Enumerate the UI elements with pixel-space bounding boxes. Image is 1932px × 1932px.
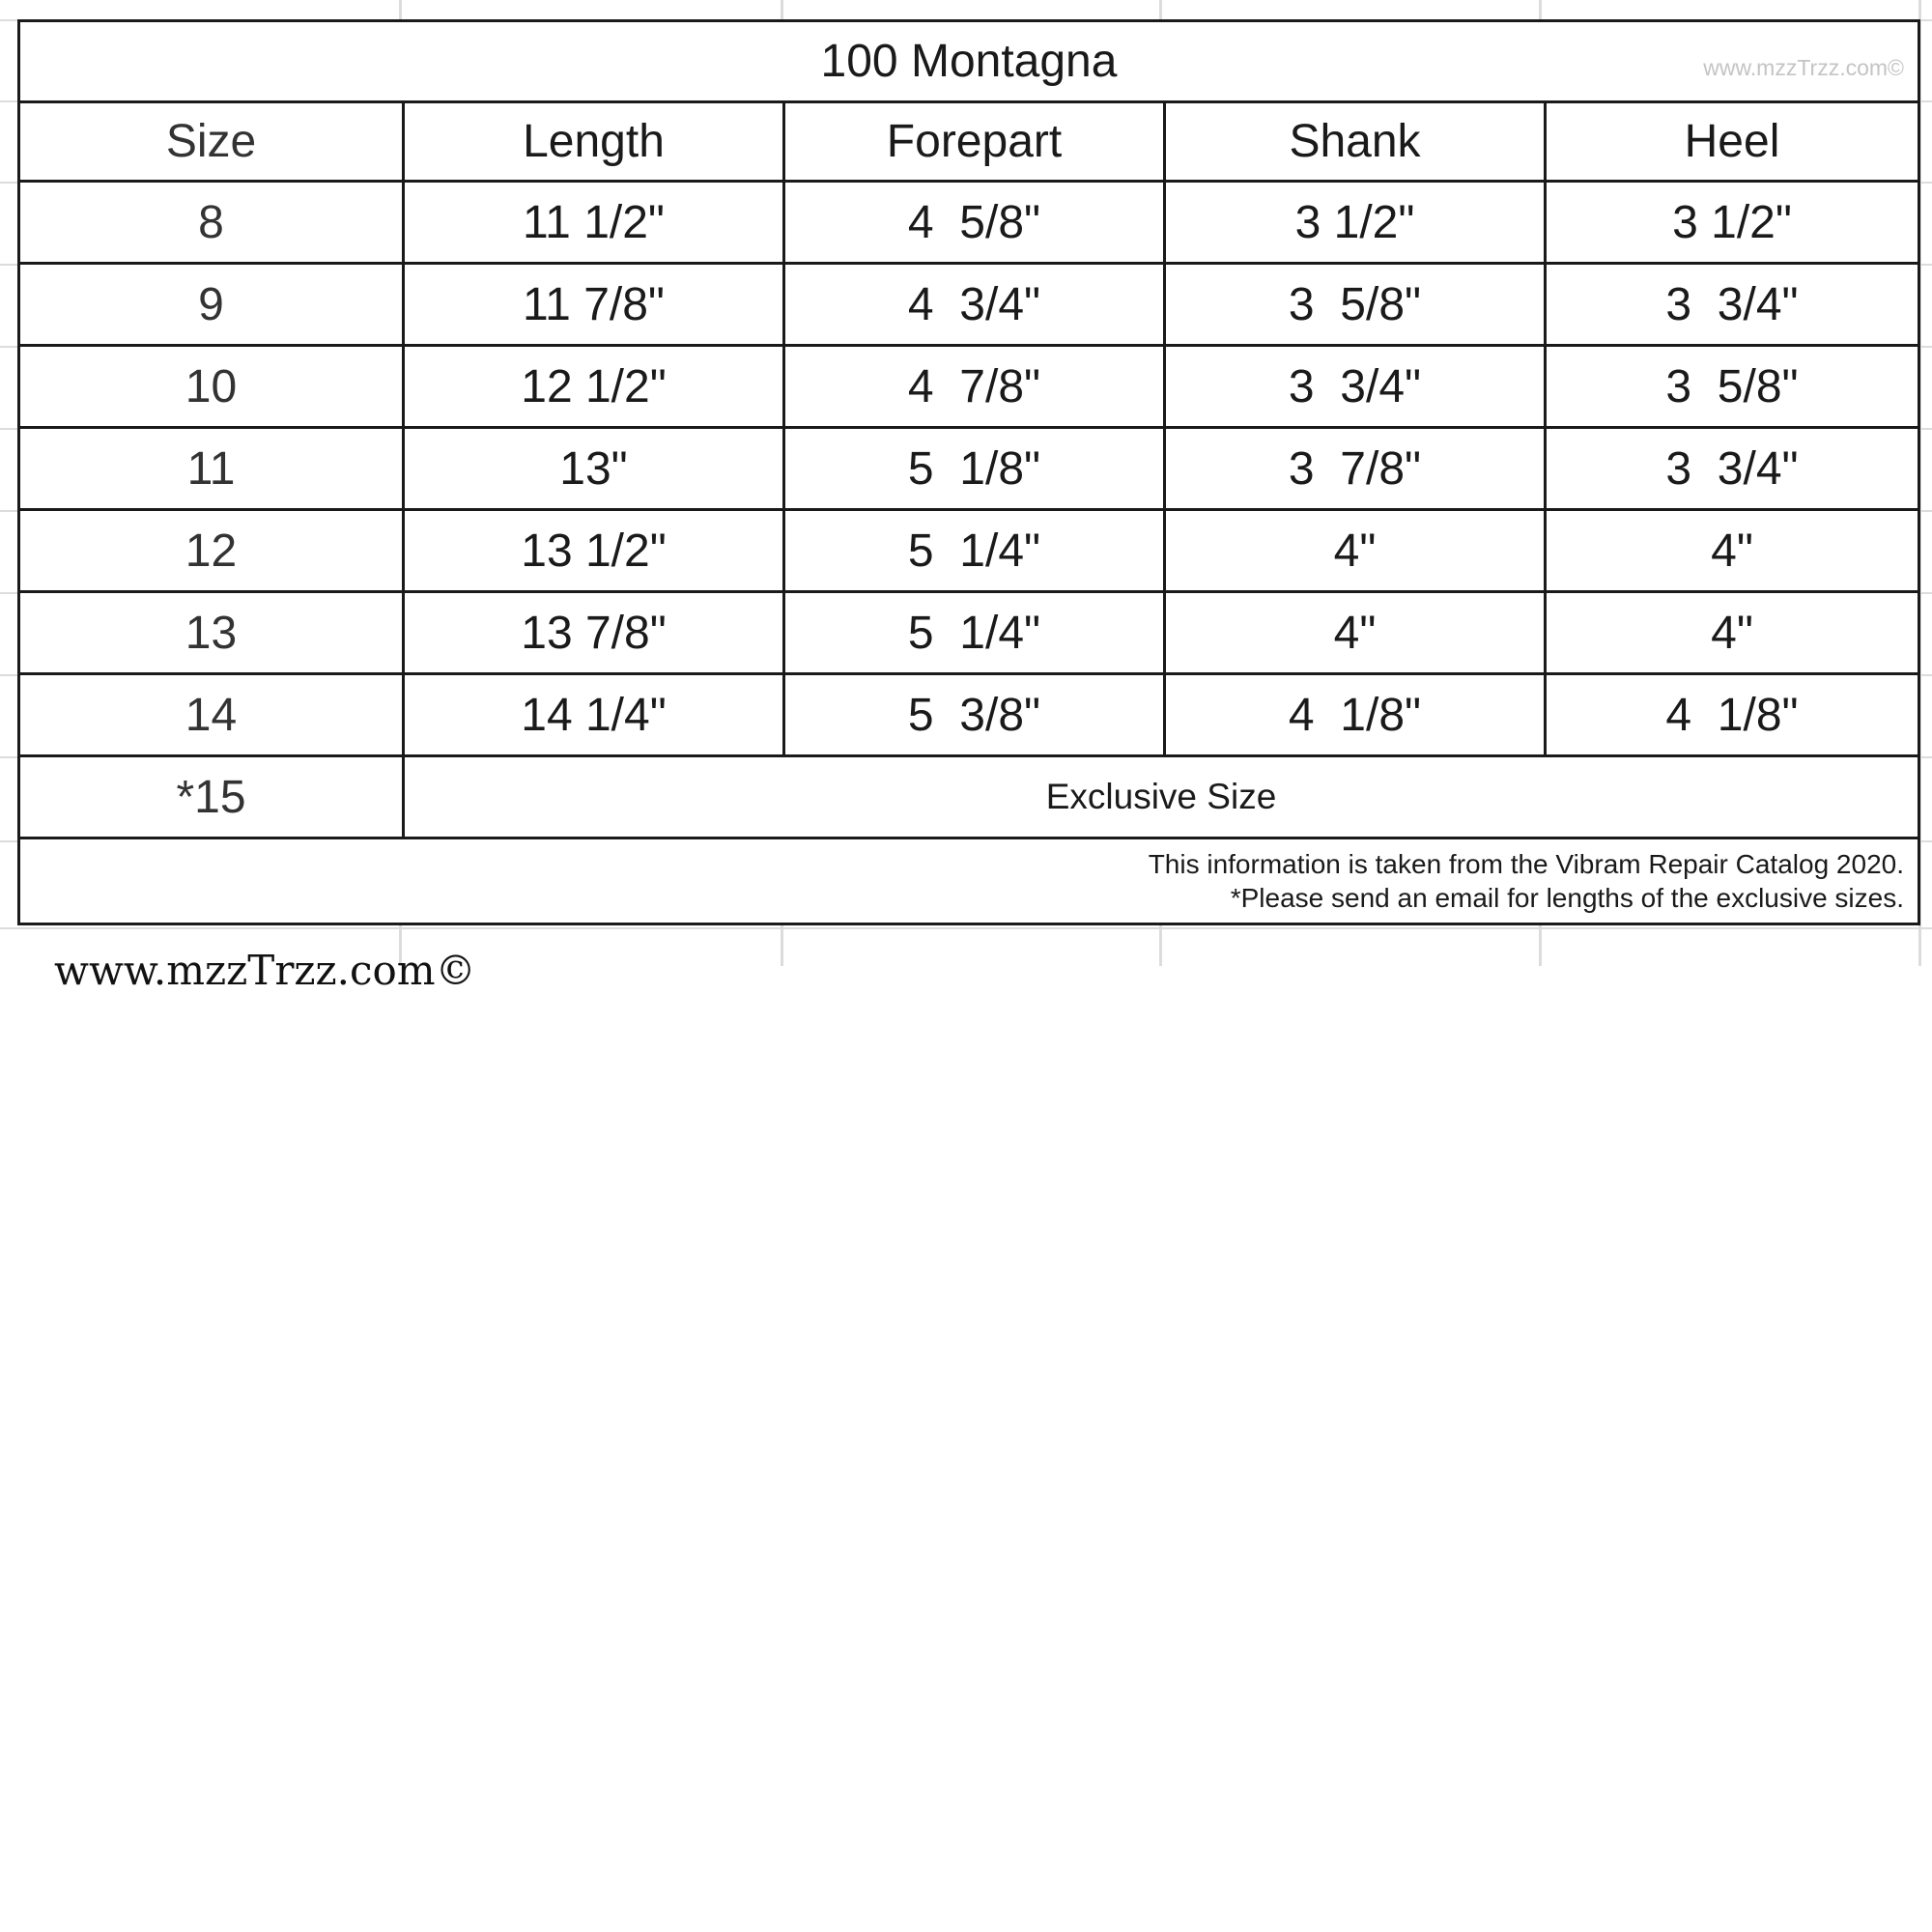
table-row: [20, 590, 1918, 672]
size-cell: 11: [186, 442, 236, 495]
shank-cell: 4": [1163, 511, 1544, 590]
shank-cell: 4 1/8": [1163, 675, 1544, 754]
heel-cell: 3 5/8": [1544, 347, 1918, 426]
exclusive-size-label: Exclusive Size: [402, 757, 1918, 837]
shank-cell: 4": [1163, 593, 1544, 672]
source-note: This information is taken from the Vibram Repair Catalog 2020.: [1148, 849, 1904, 879]
table-row: [20, 672, 1918, 754]
table-row: [20, 344, 1918, 426]
shank-cell: 3 1/2": [1163, 183, 1544, 262]
size-cell: 10: [185, 360, 238, 412]
table-row: [20, 426, 1918, 508]
table-row: [20, 180, 1918, 262]
heel-cell: 3 3/4": [1544, 265, 1918, 344]
column-header-shank: Shank: [1163, 103, 1544, 180]
header-row: [20, 100, 1918, 180]
length-cell: 11 7/8": [402, 265, 782, 344]
column-header-length: Length: [402, 103, 782, 180]
size-cell: 14: [185, 689, 238, 741]
table-row: [20, 508, 1918, 590]
exclusive-note: *Please send an email for lengths of the exclusive sizes.: [1230, 883, 1904, 913]
forepart-cell: 5 1/4": [782, 593, 1163, 672]
title-row: [20, 22, 1918, 100]
shank-cell: 3 5/8": [1163, 265, 1544, 344]
heel-cell: 4": [1544, 511, 1918, 590]
forepart-cell: 5 3/8": [782, 675, 1163, 754]
size-cell: 13: [185, 607, 238, 659]
size-chart-table: [17, 19, 1920, 925]
length-cell: 11 1/2": [402, 183, 782, 262]
length-cell: 14 1/4": [402, 675, 782, 754]
watermark: www.mzzTrzz.com©: [1703, 55, 1904, 80]
length-cell: 13 1/2": [402, 511, 782, 590]
size-cell: 9: [198, 278, 224, 330]
forepart-cell: 5 1/4": [782, 511, 1163, 590]
heel-cell: 4 1/8": [1544, 675, 1918, 754]
site-url: www.mzzTrzz.com©: [54, 947, 476, 994]
forepart-cell: 5 1/8": [782, 429, 1163, 508]
forepart-cell: 4 3/4": [782, 265, 1163, 344]
shank-cell: 3 3/4": [1163, 347, 1544, 426]
size-cell: *15: [176, 771, 246, 823]
table-row: [20, 262, 1918, 344]
shank-cell: 3 7/8": [1163, 429, 1544, 508]
size-cell: 12: [185, 525, 238, 577]
table-title: 100 Montagna: [820, 36, 1118, 87]
heel-cell: 3 3/4": [1544, 429, 1918, 508]
heel-cell: 4": [1544, 593, 1918, 672]
column-header-size: Size: [165, 116, 257, 167]
length-cell: 12 1/2": [402, 347, 782, 426]
forepart-cell: 4 7/8": [782, 347, 1163, 426]
gridline: [0, 927, 1932, 929]
forepart-cell: 4 5/8": [782, 183, 1163, 262]
heel-cell: 3 1/2": [1544, 183, 1918, 262]
size-cell: 8: [198, 196, 224, 248]
column-header-forepart: Forepart: [782, 103, 1163, 180]
length-cell: 13": [402, 429, 782, 508]
exclusive-size-row: [20, 754, 1918, 837]
length-cell: 13 7/8": [402, 593, 782, 672]
notes-row: [20, 837, 1918, 923]
column-header-heel: Heel: [1544, 103, 1918, 180]
